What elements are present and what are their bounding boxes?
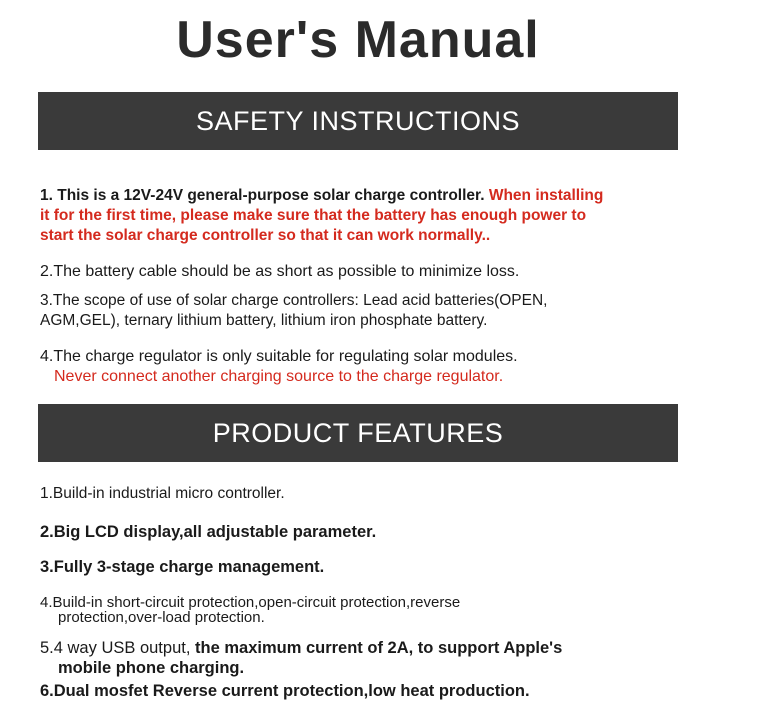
safety-item-2: 2.The battery cable should be as short as possible to minimize loss. bbox=[40, 263, 520, 280]
product-features-banner bbox=[38, 404, 678, 462]
feature-item-3: 3.Fully 3-stage charge management. bbox=[40, 558, 325, 576]
feature-item-4-line-b: protection,over-load protection. bbox=[58, 609, 265, 626]
safety-item-1-text: 1. This is a 12V-24V general-purpose solar charge controller. bbox=[40, 187, 485, 204]
features-heading: PRODUCT FEATURES bbox=[212, 417, 504, 448]
safety-item-1-warning-b: it for the first time, please make sure that the battery has enough power to bbox=[40, 207, 587, 224]
safety-item-4 bbox=[40, 347, 690, 387]
feature-item-5-line-b: mobile phone charging. bbox=[58, 659, 245, 677]
safety-item-3-line-a: 3.The scope of use of solar charge controllers: Lead acid batteries(OPEN, bbox=[40, 292, 548, 309]
safety-item-4-line-a: 4.The charge regulator is only suitable for regulating solar modules. bbox=[40, 348, 518, 365]
feature-item-2: 2.Big LCD display,all adjustable parameter. bbox=[40, 523, 377, 541]
feature-item-4 bbox=[40, 595, 690, 625]
safety-item-3-line-b: AGM,GEL), ternary lithium battery, lithium iron phosphate battery. bbox=[40, 312, 488, 329]
feature-item-1: 1.Build-in industrial micro controller. bbox=[40, 485, 285, 502]
feature-item-6: 6.Dual mosfet Reverse current protection,low heat production. bbox=[40, 682, 530, 700]
feature-item-5 bbox=[40, 638, 690, 678]
safety-item-1 bbox=[40, 186, 690, 246]
safety-item-1-warning-c: start the solar charge controller so that it can work normally.. bbox=[40, 227, 491, 244]
safety-item-3 bbox=[40, 291, 690, 331]
safety-instructions-banner bbox=[38, 92, 678, 150]
safety-item-1-warning-a: When installing bbox=[488, 187, 604, 204]
feature-item-4-line-a: 4.Build-in short-circuit protection,open-circuit protection,reverse bbox=[40, 594, 461, 611]
feature-item-5-line-a: 5.4 way USB output, bbox=[40, 639, 191, 657]
safety-item-4-warning: Never connect another charging source to the charge regulator. bbox=[54, 368, 504, 385]
page-title: User's Manual bbox=[176, 11, 540, 69]
feature-item-5-line-a-bold: the maximum current of 2A, to support Apple's bbox=[190, 639, 563, 657]
safety-heading: SAFETY INSTRUCTIONS bbox=[195, 105, 521, 136]
